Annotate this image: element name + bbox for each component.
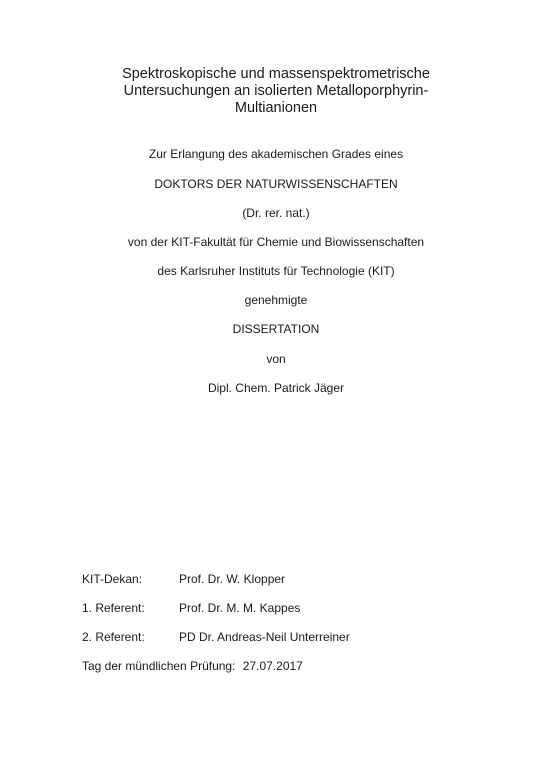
committee-value: Prof. Dr. M. M. Kappes	[179, 601, 301, 615]
exam-date-label: Tag der mündlichen Prüfung:	[82, 659, 236, 673]
exam-date-line	[82, 659, 303, 673]
committee-label: KIT-Dekan:	[82, 572, 143, 586]
degree-abbreviation: (Dr. rer. nat.)	[242, 206, 310, 220]
institute: des Karlsruher Instituts für Technologie (KIT)	[157, 264, 395, 278]
thesis-title-line-1: Spektroskopische und massenspektrometrische	[122, 66, 430, 82]
thesis-title	[60, 66, 492, 117]
thesis-title-line-3: Multianionen	[234, 100, 318, 116]
degree-purpose: Zur Erlangung des akademischen Grades eines	[148, 147, 404, 161]
committee-label: 1. Referent:	[82, 601, 145, 615]
committee-label: 2. Referent:	[82, 630, 145, 644]
exam-date-value: 27.07.2017	[242, 659, 303, 673]
faculty: von der KIT-Fakultät für Chemie und Biowissenschaften	[127, 235, 425, 249]
degree-name: DOKTORS DER NATURWISSENSCHAFTEN	[154, 177, 398, 191]
by-label: von	[266, 352, 286, 366]
author-name: Dipl. Chem. Patrick Jäger	[207, 381, 345, 395]
committee-value: PD Dr. Andreas-Neil Unterreiner	[179, 630, 350, 644]
thesis-title-line-2: Untersuchungen an isolierten Metalloporphyrin-	[123, 83, 429, 99]
document-type: DISSERTATION	[232, 322, 320, 336]
approved-label: genehmigte	[244, 293, 308, 307]
committee-value: Prof. Dr. W. Klopper	[179, 572, 286, 586]
